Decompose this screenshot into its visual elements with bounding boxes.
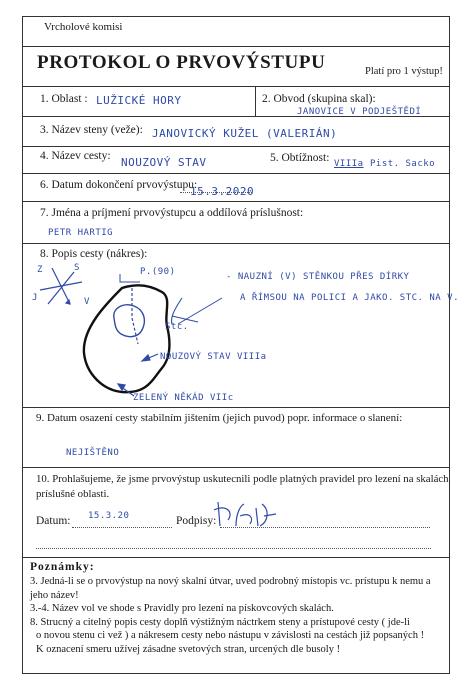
stena-label: 3. Název steny (veže): (40, 124, 143, 136)
compass-east: V (84, 297, 90, 307)
note-item: o novou stenu ci vež ) a nákresem cesty nebo nástupu v závislosti na cestách již popsaných ! (36, 630, 425, 642)
notes-list (30, 575, 445, 657)
osazeni-value: NEJIŠTĚNO (66, 448, 120, 458)
sketch-route-label: NOUZOVÝ STAV VIIIa (160, 352, 267, 362)
description-line-2: A ŘÍMSOU NA POLICI A JAKO. STC. NA V. (240, 293, 459, 303)
compass-north: S (74, 263, 80, 273)
oblast-value: LUŽICKÉ HORY (96, 94, 182, 107)
row-jmena (22, 201, 450, 202)
osazeni-label: 9. Datum osazení cesty stabilním jištením (jejich puvod) popr. informace o slanení: (36, 412, 403, 424)
cesta-label: 4. Název cesty: (40, 150, 111, 162)
jmena-label: 7. Jména a príjmení prvovýstupcu a oddílová príslušnost: (40, 207, 304, 219)
row-cesta-obtiznost (22, 146, 450, 147)
obvod-value: JANOVICE V PODJEŠTĚDÍ (297, 107, 422, 117)
stena-value: JANOVICKÝ KUŽEL (VALERIÁN) (152, 127, 338, 140)
podpis-label: Podpisy: (176, 515, 217, 527)
desc-pointer (178, 298, 222, 324)
row-popis (22, 243, 450, 244)
row-prohlaseni (22, 467, 450, 468)
sketch-neighbor-label: ZELENÝ NĚKÁD VIIc (133, 393, 234, 403)
compass-south: J (32, 293, 38, 303)
description-line-1: - NAUZNÍ (V) STĚNKOU PŘES DÍRKY (226, 272, 410, 282)
note-item: 8. Strucný a citelný popis cesty doplň výstižným náctrkem steny a prístupové cesty ( jde-li (30, 616, 410, 628)
datum-signature-dots (72, 527, 172, 528)
prohlaseni-text-2: príslušné oblasti. (36, 488, 110, 500)
note-item: jeho název! (30, 589, 79, 601)
summit-outline (114, 305, 145, 337)
sketch-stc-label: Stc. (165, 322, 189, 332)
popis-label: 8. Popis cesty (nákres): (40, 248, 148, 260)
jmena-value: PETR HARTIG (48, 228, 114, 238)
note-item: 3.-4. Název vol ve shode s Pravidly pro lezení na pískovcových skalách. (30, 603, 334, 615)
obtiznost-label: 5. Obtížnost: (270, 152, 330, 164)
compass-west: Z (37, 265, 43, 275)
row-notes (22, 557, 450, 558)
validity-note: Platí pro 1 výstup! (365, 66, 443, 77)
signature-line-2 (36, 548, 431, 549)
row-divider (255, 86, 256, 116)
signature-image (210, 496, 280, 532)
obtiznost-value: VIIIa (334, 159, 364, 169)
row-osazeni (22, 407, 450, 408)
obtiznost-note: Pist. Sacko (370, 159, 436, 169)
datum-label: 6. Datum dokončení prvovýstupu: (40, 179, 198, 191)
note-item: K oznacení smeru užívej zásadne svetových stran, urcených dle busoly ! (36, 643, 341, 655)
row-datum (22, 173, 450, 174)
rock-outline (84, 285, 170, 392)
datum-value: 15.3.2020 (190, 185, 255, 198)
oblast-label: 1. Oblast : (40, 93, 88, 105)
note-item: 3. Jedná-li se o prvovýstup na nový skalní útvar, uved podrobný místopis vc. prístupu k nemu a (30, 576, 431, 587)
sketch-top-label: P.(90) (140, 267, 176, 277)
top-callout (120, 274, 140, 282)
prohlaseni-text-1: 10. Prohlašujeme, že jsme prvovýstup uskutecnili podle platných pravidel pro lezení na skalách (36, 473, 449, 485)
row-oblast-obvod (22, 86, 450, 87)
obvod-label: 2. Obvod (skupina skal): (262, 93, 376, 105)
datum-signature-value: 15.3.20 (88, 511, 130, 521)
organization-label: Vrcholové komisi (44, 21, 123, 33)
row-stena (22, 116, 450, 117)
route-arrow-icon (142, 355, 150, 361)
cesta-value: NOUZOVÝ STAV (121, 156, 207, 169)
datum-signature-label: Datum: (36, 515, 71, 527)
notes-heading: Poznámky: (30, 561, 95, 573)
page-title: PROTOKOL O PRVOVÝSTUPU (37, 52, 326, 73)
compass-icon (40, 268, 82, 304)
